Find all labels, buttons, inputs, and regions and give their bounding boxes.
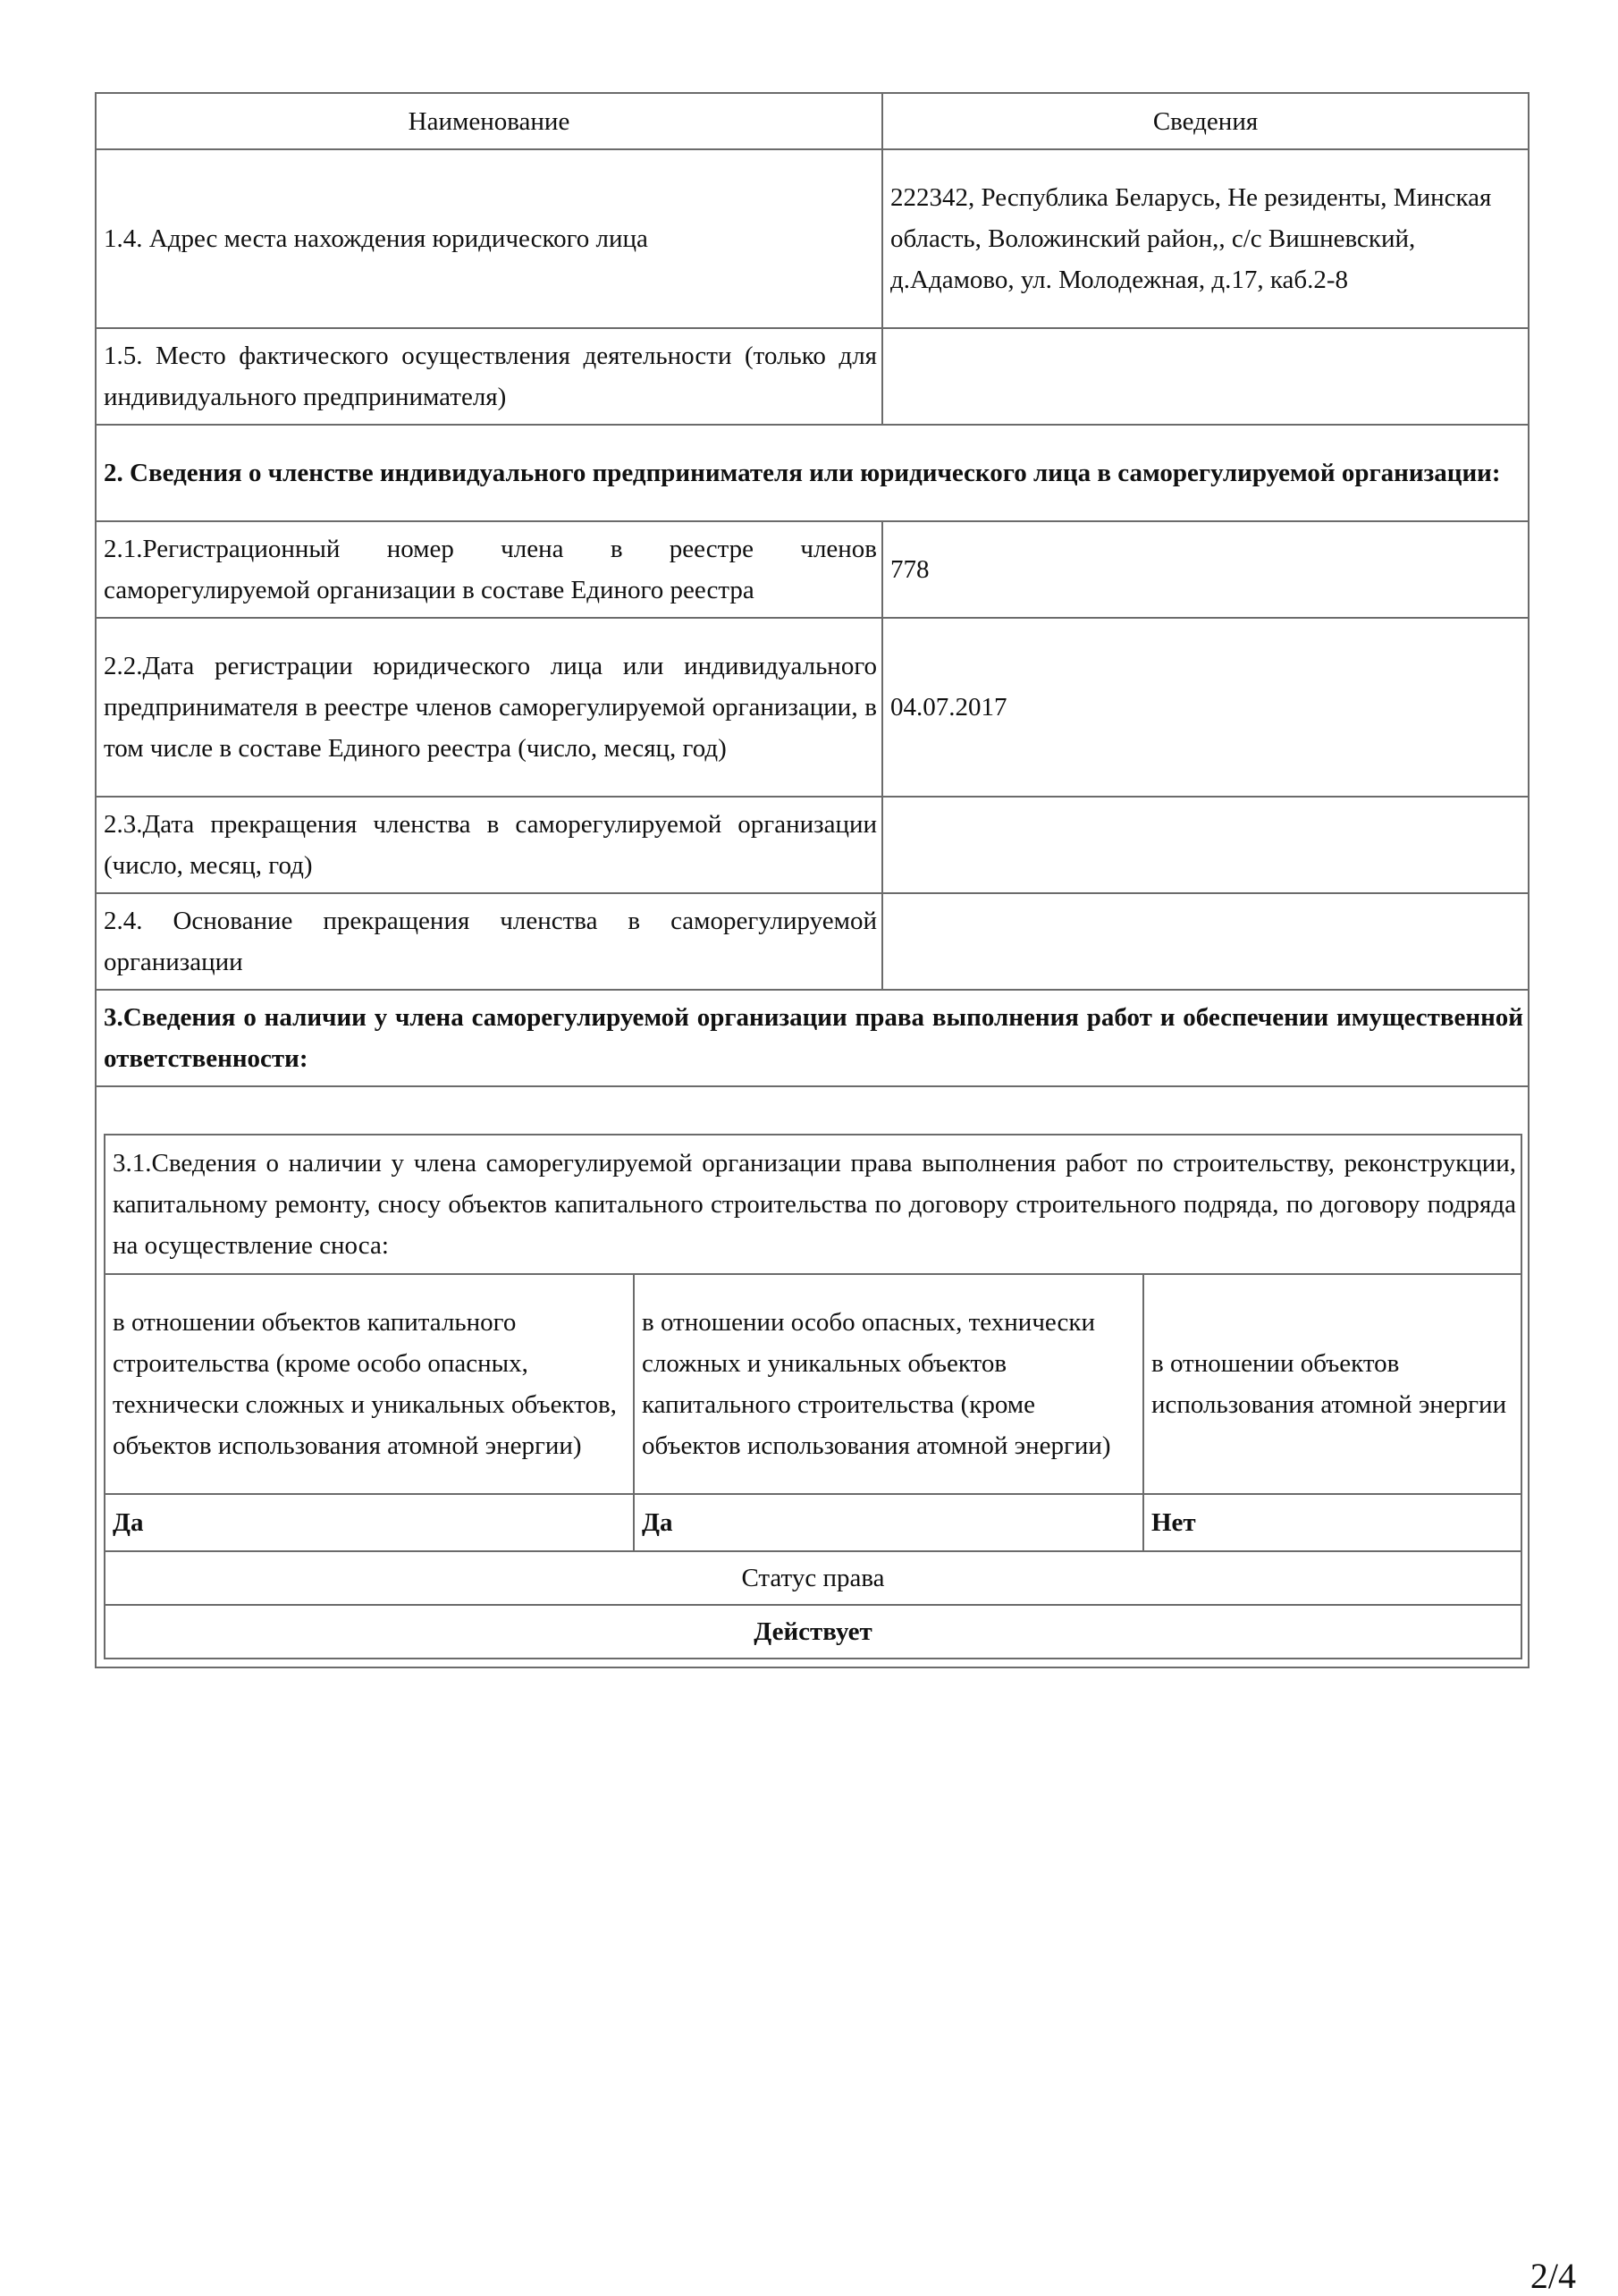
table-row-1-4 (96, 149, 1529, 328)
registration-number-label: 2.1.Регистрационный номер члена в реестре членов саморегулируемой организации в составе Единого реестра (96, 521, 882, 618)
table-header-row (96, 93, 1529, 149)
header-info-column: Сведения (882, 93, 1529, 149)
category-hazardous-objects: в отношении особо опасных, технически сложных и уникальных объектов капитального строительства (кроме объектов использования атомной энергии) (634, 1274, 1143, 1494)
status-value: Действует (105, 1605, 1521, 1659)
table-row-2-4 (96, 893, 1529, 990)
work-rights-categories-row (105, 1274, 1521, 1494)
work-rights-table (104, 1134, 1522, 1659)
registration-number-value: 778 (882, 521, 1529, 618)
termination-reason-value (882, 893, 1529, 990)
address-label: 1.4. Адрес места нахождения юридического лица (96, 149, 882, 328)
termination-date-label: 2.3.Дата прекращения членства в саморегулируемой организации (число, месяц, год) (96, 797, 882, 893)
work-rights-values-row (105, 1494, 1521, 1551)
value-general-objects: Да (105, 1494, 634, 1551)
status-label: Статус права (105, 1551, 1521, 1605)
table-row-2-1 (96, 521, 1529, 618)
header-name-column: Наименование (96, 93, 882, 149)
category-general-objects: в отношении объектов капитального строительства (кроме особо опасных, технически сложных и уникальных объектов, объектов использования атомной энергии) (105, 1274, 634, 1494)
termination-date-value (882, 797, 1529, 893)
section-3-1-container (96, 1086, 1529, 1667)
work-rights-intro-row (105, 1135, 1521, 1274)
registration-date-value: 04.07.2017 (882, 618, 1529, 797)
table-row-2-2 (96, 618, 1529, 797)
termination-reason-label: 2.4. Основание прекращения членства в саморегулируемой организации (96, 893, 882, 990)
registration-date-label: 2.2.Дата регистрации юридического лица или индивидуального предпринимателя в реестре членов саморегулируемой организации, в том числе в составе Единого реестра (число, месяц, год) (96, 618, 882, 797)
registry-extract-table (95, 92, 1530, 1668)
section-3-title: 3.Сведения о наличии у члена саморегулируемой организации права выполнения работ и обеспечении имущественной ответственности: (96, 990, 1529, 1086)
value-hazardous-objects: Да (634, 1494, 1143, 1551)
section-3-1-spacer (104, 1087, 1521, 1134)
section-2-row (96, 425, 1529, 521)
table-row-1-5 (96, 328, 1529, 425)
actual-activity-place-label: 1.5. Место фактического осуществления деятельности (только для индивидуального предпринимателя) (96, 328, 882, 425)
section-3-1-container-row (96, 1086, 1529, 1667)
table-row-2-3 (96, 797, 1529, 893)
value-nuclear-objects: Нет (1143, 1494, 1521, 1551)
section-2-title: 2. Сведения о членстве индивидуального предпринимателя или юридического лица в саморегулируемой организации: (96, 425, 1529, 521)
section-3-row (96, 990, 1529, 1086)
status-label-row (105, 1551, 1521, 1605)
address-value: 222342, Республика Беларусь, Не резиденты, Минская область, Воложинский район,, с/с Вишневский, д.Адамово, ул. Молодежная, д.17, каб.2-8 (882, 149, 1529, 328)
actual-activity-place-value (882, 328, 1529, 425)
category-nuclear-objects: в отношении объектов использования атомной энергии (1143, 1274, 1521, 1494)
status-value-row (105, 1605, 1521, 1659)
work-rights-intro: 3.1.Сведения о наличии у члена саморегулируемой организации права выполнения работ по строительству, реконструкции, капитальному ремонту, сносу объектов капитального строительства по договору строительного подряда, по договору подряда на осуществление сноса: (105, 1135, 1521, 1274)
page-number: 2/4 (1530, 2256, 1576, 2296)
